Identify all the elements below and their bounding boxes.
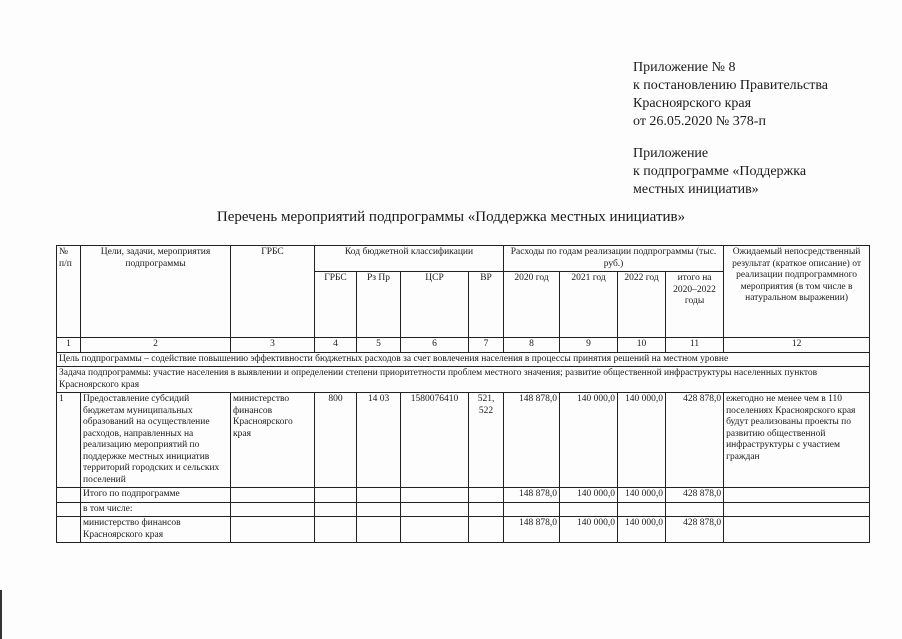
row1-grbs: 800: [315, 393, 357, 488]
ministry-total: 428 878,0: [666, 517, 724, 543]
col-number: 2: [81, 338, 231, 353]
row1-rzpr: 14 03: [357, 393, 401, 488]
sum-total: 428 878,0: [666, 488, 724, 503]
table-row: [57, 502, 870, 517]
col-number: 4: [315, 338, 357, 353]
subheader-2022: 2022 год: [618, 272, 666, 338]
sum-2022: 140 000,0: [618, 488, 666, 503]
sum-2020: 148 878,0: [504, 488, 560, 503]
subheader-2021: 2021 год: [560, 272, 618, 338]
appendix1-line2: к постановлению Правительства: [633, 78, 829, 93]
col-number: 6: [401, 338, 469, 353]
header-num: № п/п: [57, 246, 81, 338]
row1-num: 1: [57, 393, 81, 488]
col-number: 3: [231, 338, 315, 353]
subheader-vr: ВР: [469, 272, 504, 338]
appendix1-line3: Красноярского края: [633, 96, 752, 111]
task-row: Задача подпрограммы: участие населения в выявлении и определении степени приоритетности проблем местного значения; развитие общественной инфраструктуры населенных пунктов Красноярского края: [57, 367, 870, 393]
appendix1-line4: от 26.05.2020 № 378-п: [633, 114, 766, 129]
document-title: Перечень мероприятий подпрограммы «Поддержка местных инициатив»: [216, 209, 686, 225]
row1-2022: 140 000,0: [618, 393, 666, 488]
subheader-rzpr: Рз Пр: [357, 272, 401, 338]
col-number: 7: [469, 338, 504, 353]
row1-grbs-name: министерство финансов Красноярского края: [231, 393, 315, 488]
row1-vr: 521, 522: [469, 393, 504, 488]
appendix2-line2: к подпрограмме «Поддержка: [633, 164, 807, 179]
row1-result: ежегодно не менее чем в 110 поселениях Красноярского края будут реализованы проекты по развитию общественной инфраструктуры с участием граждан: [724, 393, 870, 488]
appendix2-line3: местных инициатив»: [633, 182, 759, 197]
row1-name: Предоставление субсидий бюджетам муниципальных образований на осуществление расходов, направленных на реализацию мероприятий по поддержке местных инициатив территорий городских и сельских поселений: [81, 393, 231, 488]
ministry-2022: 140 000,0: [618, 517, 666, 543]
header-code: Код бюджетной классификации: [315, 246, 504, 272]
appendix-header-2: [633, 145, 806, 199]
ministry-2020: 148 878,0: [504, 517, 560, 543]
header-grbs: ГРБС: [231, 246, 315, 338]
col-number: 11: [666, 338, 724, 353]
subheader-csr: ЦСР: [401, 272, 469, 338]
header-goals: Цели, задачи, мероприятия подпрограммы: [81, 246, 231, 338]
header-expenses: Расходы по годам реализации подпрограммы (тыс. руб.): [504, 246, 724, 272]
measures-table: [56, 245, 870, 543]
ministry-label: министерство финансов Красноярского края: [81, 517, 231, 543]
col-number: 1: [57, 338, 81, 353]
col-number: 12: [724, 338, 870, 353]
appendix-header-1: [633, 59, 828, 131]
header-result: Ожидаемый непосредственный результат (краткое описание) от реализации подпрограммного мероприятия (в том числе в натуральном выражении): [724, 246, 870, 338]
scan-edge-line: [0, 590, 2, 639]
row1-csr: 1580076410: [401, 393, 469, 488]
ministry-2021: 140 000,0: [560, 517, 618, 543]
col-number: 9: [560, 338, 618, 353]
incl-label: в том числе:: [81, 502, 231, 517]
row1-2021: 140 000,0: [560, 393, 618, 488]
sum-2021: 140 000,0: [560, 488, 618, 503]
subheader-2020: 2020 год: [504, 272, 560, 338]
sum-label: Итого по подпрограмме: [81, 488, 231, 503]
table-row: [57, 488, 870, 503]
row1-2020: 148 878,0: [504, 393, 560, 488]
appendix2-line1: Приложение: [633, 146, 709, 161]
subheader-total: итого на 2020–2022 годы: [666, 272, 724, 338]
goal-row: Цель подпрограммы – содействие повышению эффективности бюджетных расходов за счет вовлечения населения в процессы принятия решений на местном уровне: [57, 352, 870, 367]
row1-total: 428 878,0: [666, 393, 724, 488]
subheader-grbs: ГРБС: [315, 272, 357, 338]
appendix1-line1: Приложение № 8: [633, 60, 736, 75]
table-row: [57, 517, 870, 543]
col-number: 8: [504, 338, 560, 353]
col-number: 5: [357, 338, 401, 353]
col-number: 10: [618, 338, 666, 353]
table-row: [57, 393, 870, 488]
